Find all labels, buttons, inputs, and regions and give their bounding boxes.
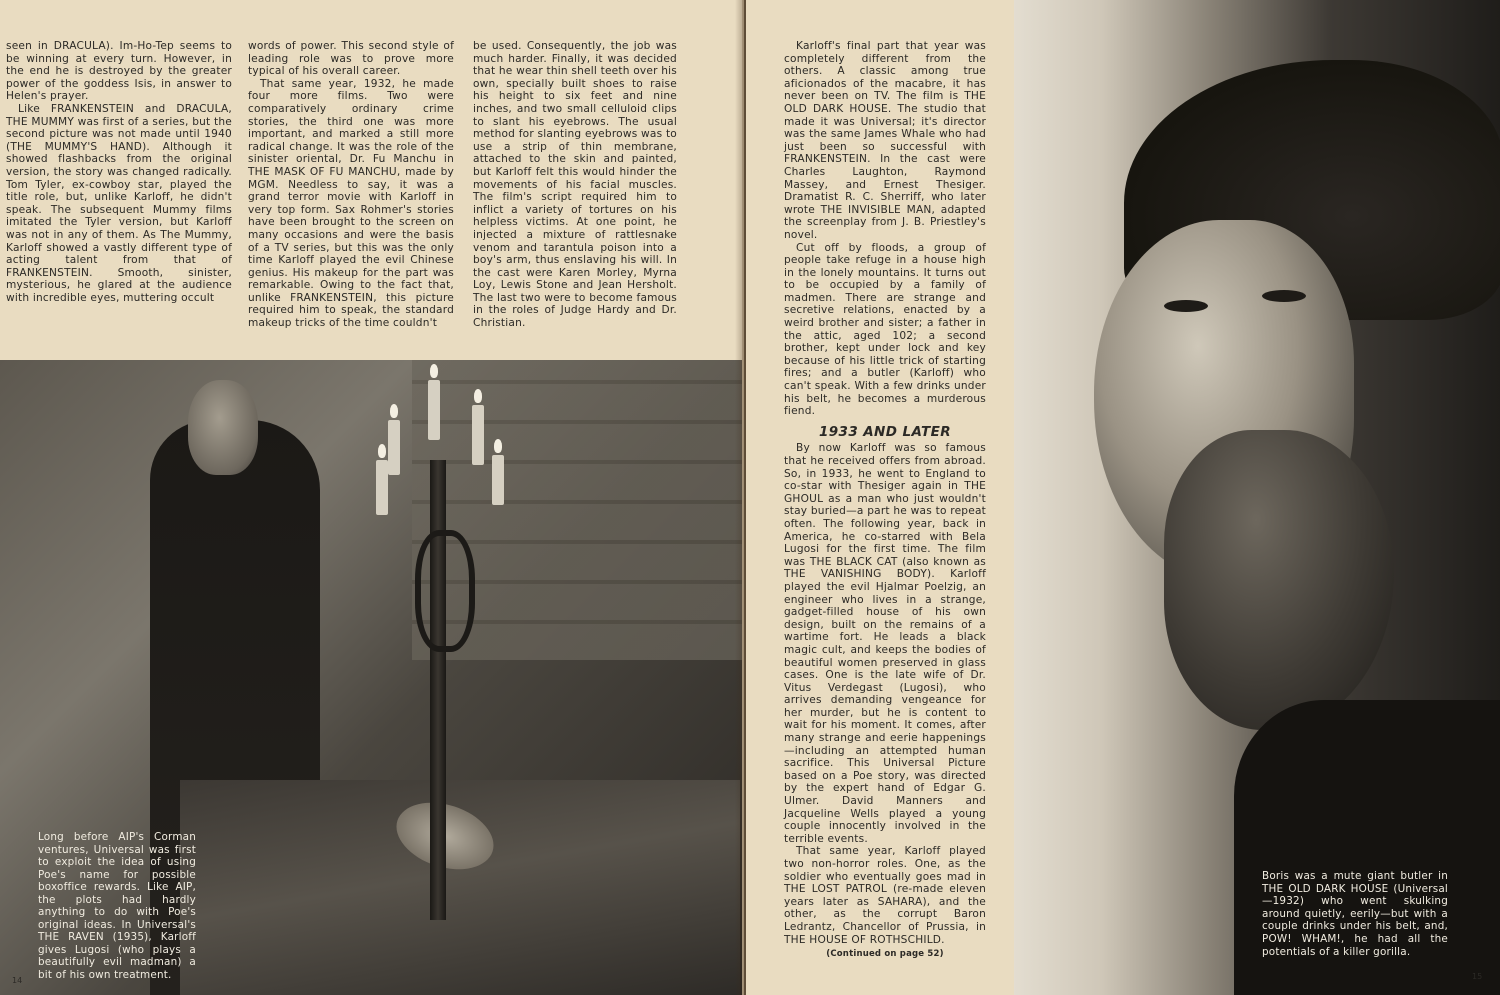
- candle-flame: [390, 404, 398, 418]
- page-number-left: 14: [12, 976, 23, 985]
- candle: [428, 380, 440, 440]
- candle-flame: [494, 439, 502, 453]
- column-4: [784, 40, 986, 961]
- candelabra-scrollwork: [415, 530, 475, 652]
- column-2: [248, 40, 454, 330]
- candle: [492, 455, 504, 505]
- continued-note: (Continued on page 52): [826, 949, 944, 960]
- col4-para-4: That same year, Karloff played two non-horror roles. One, as the soldier who eventually goes mad in THE LOST PATROL (re-made eleven years later as SAHARA), and the other, as the corrupt Baron Ledrantz, Chancellor of Prussia, in THE HOUSE OF ROTHSCHILD.: [784, 845, 986, 946]
- candle: [472, 405, 484, 465]
- caption-left: Long before AIP's Corman ventures, Universal was first to exploit the idea of using Poe's name for possible boxoffice rewards. Like AIP, the plots had hardly anything to do with Poe's original ideas. In Universal's THE RAVEN (1935), Karloff gives Lugosi (who plays a beautifully evil madman) a bit of his own treatment.: [38, 831, 196, 981]
- candle-flame: [474, 389, 482, 403]
- beard: [1164, 430, 1394, 730]
- caption-right: Boris was a mute giant butler in THE OLD DARK HOUSE (Universal—1932) who went skulking around quietly, eerily—but with a couple drinks under his belt, and, POW! WHAM!, he had all the potentials of a killer gorilla.: [1262, 870, 1448, 958]
- page-number-right: 15: [1472, 972, 1483, 981]
- eye: [1262, 290, 1306, 302]
- col4-para-2: Cut off by floods, a group of people take refuge in a house high in the lonely mountains. It turns out to be occupied by a family of madmen. There are strange and secretive relations, enacted by a weird brother and sister; a father in the attic, aged 102; a second brother, kept under lock and key because of his little trick of starting fires; and a butler (Karloff) who can't speak. With a few drinks under his belt, he becomes a murderous fiend.: [784, 241, 986, 418]
- eye: [1164, 300, 1208, 312]
- col1-para-2: Like FRANKENSTEIN and DRACULA, THE MUMMY was first of a series, but the second picture was not made until 1940 (THE MUMMY'S HAND). Although it showed flashbacks from the original version, the story was changed radically. Tom Tyler, ex-cowboy star, played the title role, but, unlike Karloff, he didn't speak. The subsequent Mummy films imitated the Tyler version, but Karloff was not in any of them. As The Mummy, Karloff showed a vastly different type of acting talent from that of FRANKENSTEIN. Smooth, sinister, mysterious, he glared at the audience with incredible eyes, muttering occult: [6, 102, 232, 304]
- candle-flame: [378, 444, 386, 458]
- candelabra: [430, 460, 446, 920]
- col4-para-3: By now Karloff was so famous that he received offers from abroad. So, in 1933, he went to England to co-star with Thesiger again in THE GHOUL as a man who just wouldn't stay buried—a part he was to repeat often. The following year, back in America, he co-starred with Bela Lugosi for the first time. The film was THE BLACK CAT (also known as THE VANISHING BODY). Karloff played the evil Hjalmar Poelzig, an engineer who lives in a strange, gadget-filled house of his own design, built on the remains of a wartime fort. He leads a black magic cult, and keeps the bodies of beautiful women preserved in glass cases. One is the late wife of Dr. Vitus Verdegast (Lugosi), who arrives demanding vengeance for her murder, but he is content to wait for his moment. It comes, after many strange and eerie happenings—including an attempted human sacrifice. This Universal Picture based on a Poe story, was directed by the expert hand of Edgar G. Ulmer. David Manners and Jacqueline Wells played a young couple innocently involved in the terrible events.: [784, 442, 986, 845]
- candle: [388, 420, 400, 475]
- col3-para-1: be used. Consequently, the job was much harder. Finally, it was decided that he wear thin shell teeth over his own, specially built shoes to raise his height to six feet and nine inches, and two small celluloid clips to slant his eyebrows. The usual method for slanting eyebrows was to use a strip of thin membrane, attached to the skin and painted, but Karloff felt this would hinder the movements of his facial muscles. The film's script required him to inflict a variety of tortures on his helpless victims. At one point, he injected a mixture of rattlesnake venom and tarantula poison into a boy's arm, thus enslaving his will. In the cast were Karen Morley, Myrna Loy, Lewis Stone and Jean Hersholt. The last two were to become famous in the roles of Judge Hardy and Dr. Christian.: [473, 40, 677, 330]
- column-3: [473, 40, 677, 330]
- section-heading: 1933 AND LATER: [818, 423, 952, 440]
- candle-flame: [430, 364, 438, 378]
- photo-karloff-portrait: [1014, 0, 1500, 995]
- col2-para-1: words of power. This second style of leading role was to prove more typical of his overall career.: [248, 40, 454, 78]
- candle: [376, 460, 388, 515]
- standing-figure-head: [188, 380, 258, 475]
- col2-para-2: That same year, 1932, he made four more films. Two were comparatively ordinary crime stories, the third one was more important, and marked a still more radical change. It was the role of the sinister oriental, Dr. Fu Manchu in THE MASK OF FU MANCHU, made by MGM. Needless to say, it was a grand terror movie with Karloff in very top form. Sax Rohmer's stories have been brought to the screen on many occasions and were the basis of a TV series, but this was the only time Karloff played the evil Chinese genius. His makeup for the part was remarkable. Owing to the fact that, unlike FRANKENSTEIN, this picture required him to speak, the standard makeup tricks of the time couldn't: [248, 77, 454, 330]
- column-1: [6, 40, 232, 304]
- left-page: [0, 0, 744, 995]
- col4-para-1: Karloff's final part that year was completely different from the others. A classic among true aficionados of the macabre, it has never been on TV. The film is THE OLD DARK HOUSE. The studio that made it was Universal; it's director was the same James Whale who had just been so successful with FRANKENSTEIN. In the cast were Charles Laughton, Raymond Massey, and Ernest Thesiger. Dramatist R. C. Sherriff, who later wrote THE INVISIBLE MAN, adapted the screenplay from J. B. Priestley's novel.: [784, 40, 986, 241]
- col1-para-1: seen in DRACULA). Im-Ho-Tep seems to be winning at every turn. However, in the end he is destroyed by the greater power of the goddess Isis, in answer to Helen's prayer.: [6, 40, 232, 103]
